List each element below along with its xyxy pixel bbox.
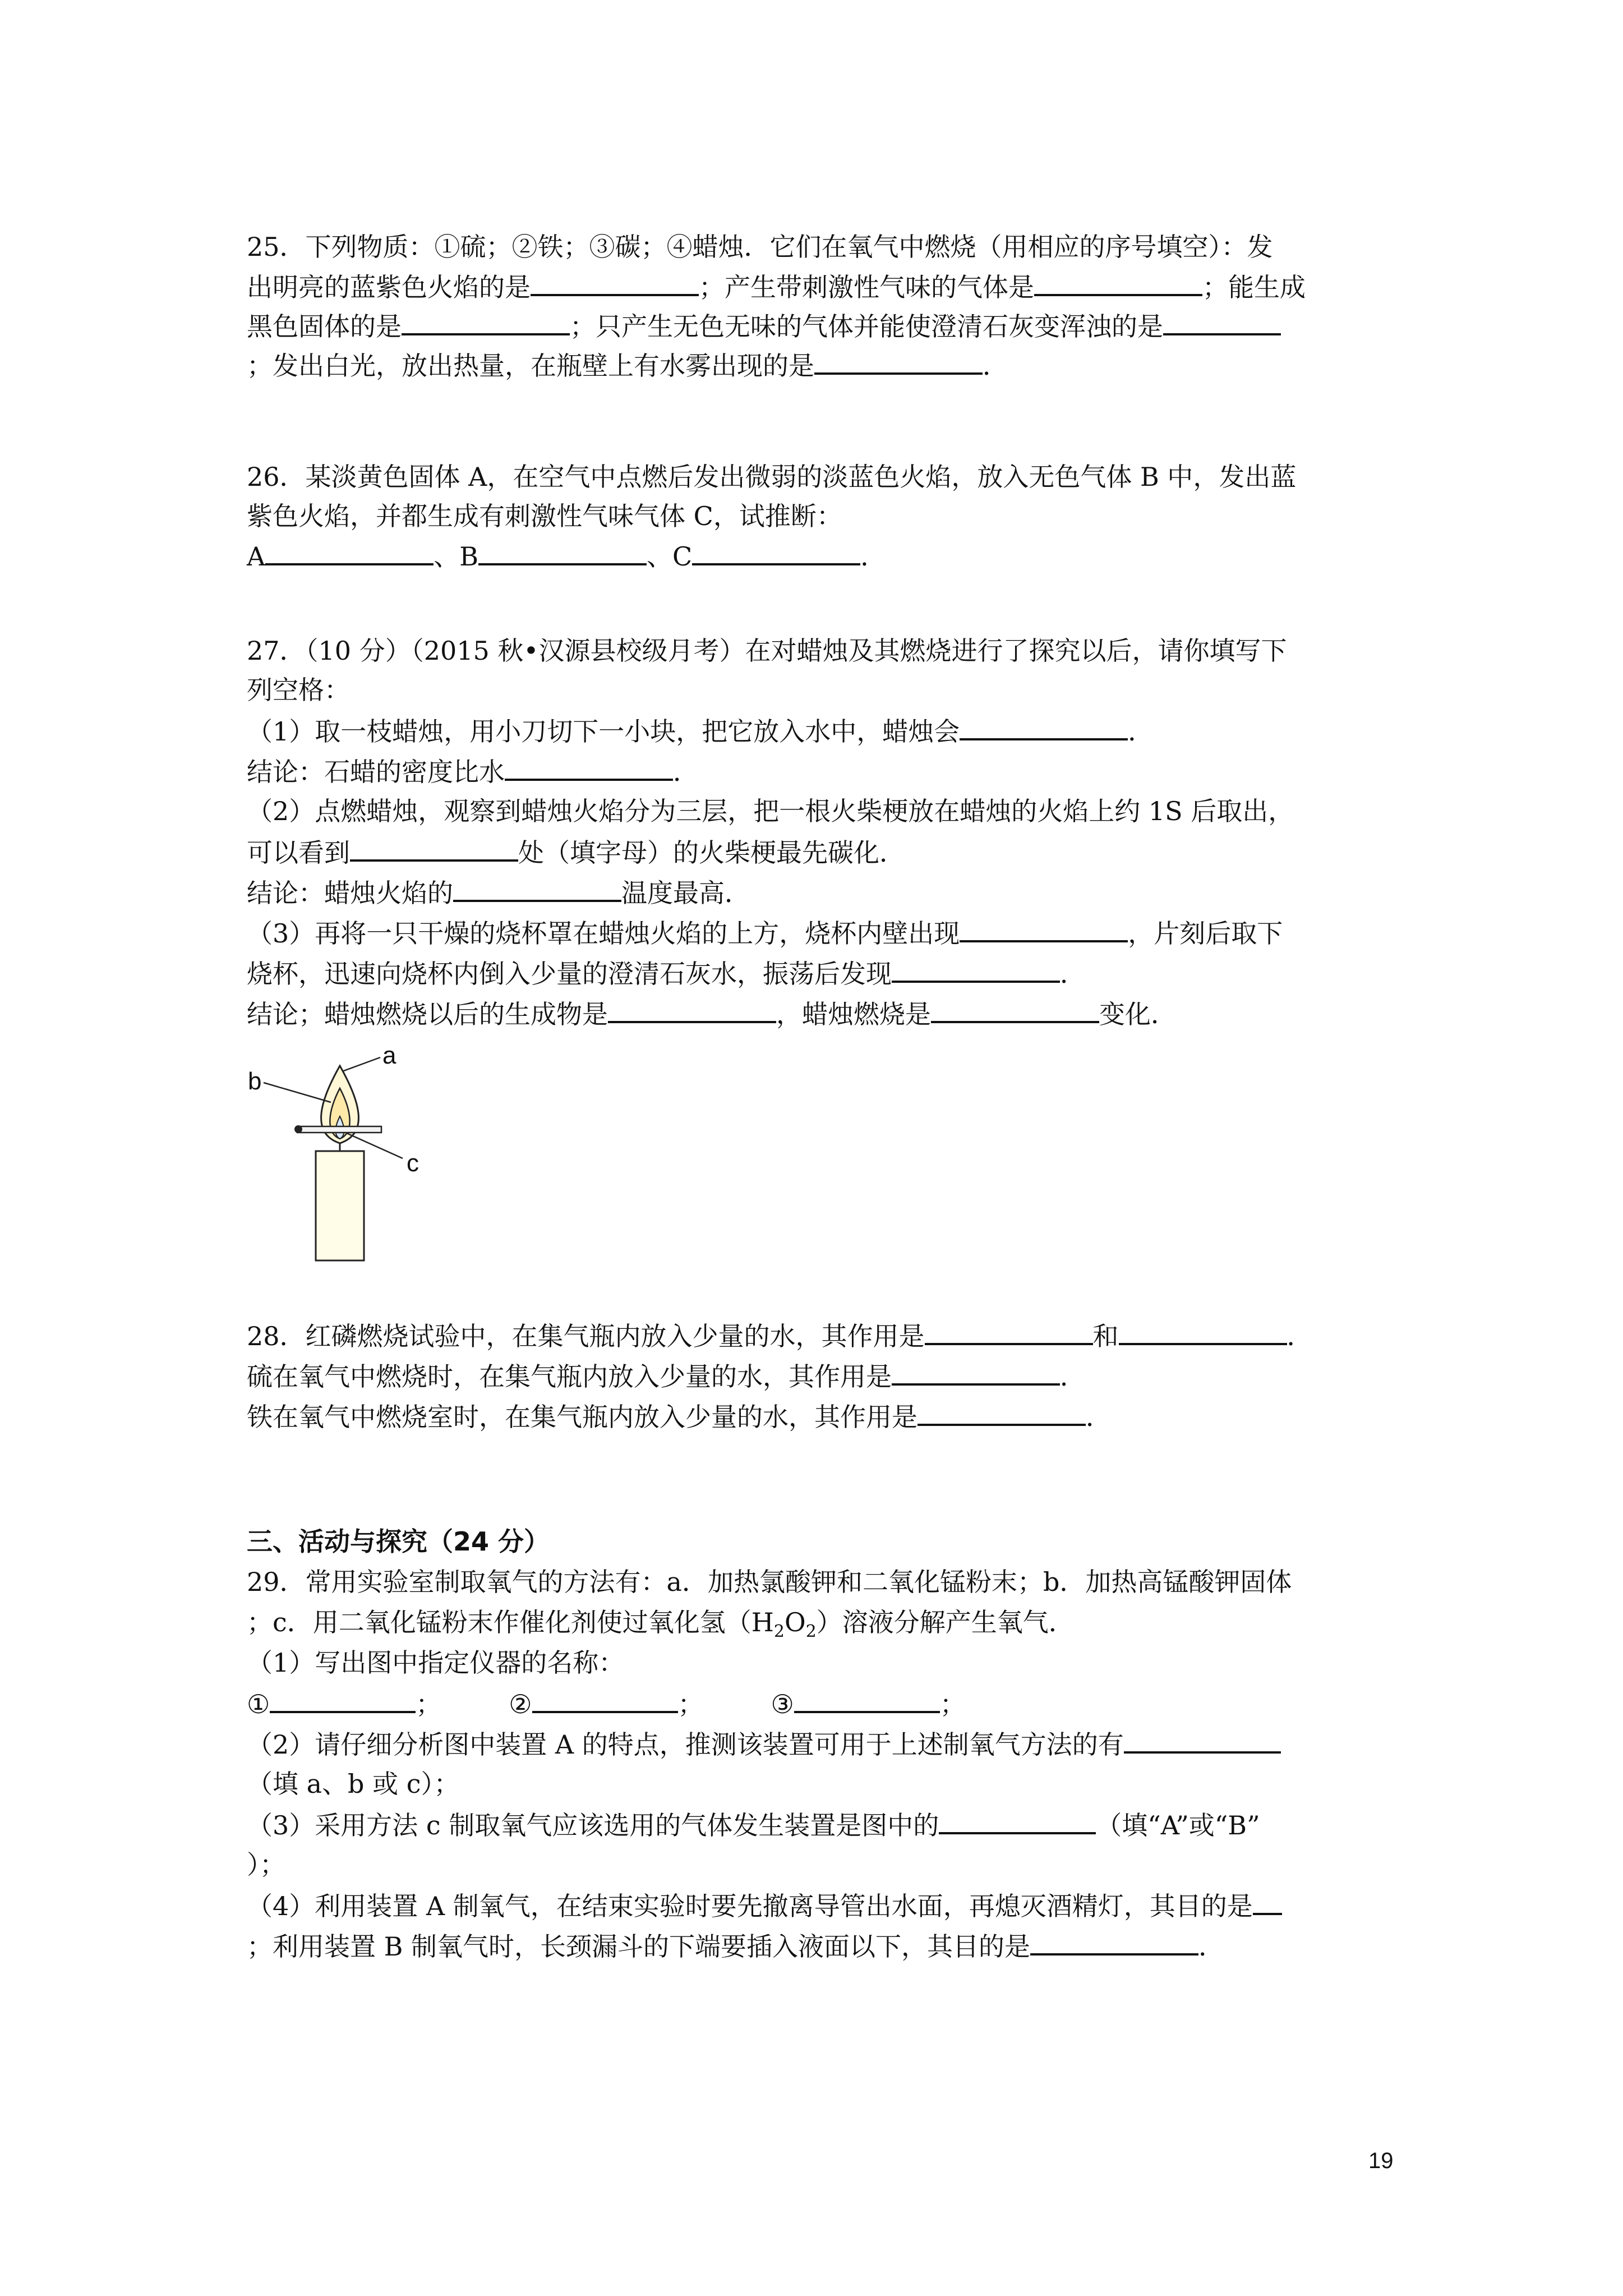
q29-line-2 — [247, 1605, 1075, 1649]
answer-blank[interactable] — [265, 539, 434, 565]
q28-text: 硫在氧气中燃烧时，在集气瓶内放入少量的水，其作用是 — [247, 1361, 892, 1392]
q27-line-3 — [247, 714, 1154, 748]
q27-text: 烧杯，迅速向烧杯内倒入少量的澄清石灰水，振荡后发现 — [247, 959, 892, 989]
answer-blank[interactable] — [402, 309, 570, 335]
q25-text: 出明亮的蓝紫色火焰的是 — [247, 272, 531, 302]
answer-blank[interactable] — [939, 1807, 1096, 1834]
q25-text: ；产生带刺激性气味的气体是 — [699, 272, 1034, 302]
section-heading — [247, 1525, 550, 1558]
q26-line-2 — [247, 499, 842, 533]
q29-line-4 — [247, 1686, 966, 1721]
q29-text: （填“A”或“B” — [1096, 1810, 1260, 1841]
q29-text: 29．常用实验室制取氧气的方法有：a．加热氯酸钾和二氧化锰粉末；b．加热高锰酸钾固体 — [247, 1567, 1292, 1597]
pointer-b — [264, 1083, 331, 1102]
q27-line-4 — [247, 754, 699, 789]
q28-text: 铁在氧气中燃烧室时，在集气瓶内放入少量的水，其作用是 — [247, 1402, 917, 1432]
answer-blank[interactable] — [270, 1686, 416, 1713]
q26-text: 紫色火焰，并都生成有刺激性气味气体 C，试推断： — [247, 501, 842, 531]
q26-text: A — [247, 541, 266, 572]
section-title: 三、活动与探究（24 分） — [247, 1526, 550, 1557]
q25-line-1 — [247, 230, 1273, 264]
q29-line-7 — [247, 1807, 1260, 1842]
q28-text: ． — [1086, 1402, 1112, 1432]
answer-blank[interactable] — [892, 1359, 1060, 1386]
marker-2: ② — [509, 1689, 532, 1719]
answer-blank[interactable] — [608, 996, 776, 1023]
q28-line-2 — [247, 1359, 1086, 1393]
q29-text: ）溶液分解产生氧气． — [816, 1607, 1075, 1637]
q28-line-3 — [247, 1399, 1112, 1434]
match-head — [294, 1125, 302, 1133]
pointer-a — [342, 1057, 380, 1071]
q25-text: 25．下列物质：①硫；②铁；③碳；④蜡烛．它们在氧气中燃烧（用相应的序号填空）：发 — [247, 232, 1273, 262]
q29-text: ； — [677, 1689, 704, 1719]
q26-text: 、C — [647, 541, 693, 572]
q29-text: ． — [1198, 1931, 1225, 1962]
answer-blank[interactable] — [925, 1318, 1093, 1345]
q28-text: ． — [1287, 1321, 1313, 1351]
q29-line-3 — [247, 1646, 624, 1680]
q26-line-3 — [247, 539, 886, 573]
page-number: 19 — [1368, 2148, 1394, 2173]
q27-line-10 — [247, 996, 1177, 1031]
q27-line-5 — [247, 794, 1294, 828]
q27-text: （1）取一枝蜡烛，用小刀切下一小块，把它放入水中，蜡烛会 — [247, 716, 960, 747]
answer-blank[interactable] — [1030, 1929, 1198, 1955]
answer-blank[interactable] — [505, 754, 673, 781]
label-a: a — [382, 1049, 396, 1069]
q28-line-1 — [247, 1318, 1313, 1353]
answer-blank[interactable] — [1034, 269, 1202, 296]
q29-text: ）； — [247, 1849, 285, 1880]
q27-text: ，片刻后取下 — [1128, 918, 1283, 949]
q25-text: 黑色固体的是 — [247, 311, 402, 342]
q27-line-1 — [247, 634, 1287, 668]
q27-line-6 — [247, 835, 905, 869]
q29-text: （填 a、b 或 c）； — [247, 1769, 460, 1799]
q25-text: ． — [983, 351, 1008, 381]
answer-blank[interactable] — [794, 1686, 940, 1713]
marker-1: ① — [247, 1689, 270, 1719]
q27-text: 结论；蜡烛燃烧以后的生成物是 — [247, 999, 608, 1029]
q29-line-6 — [247, 1767, 460, 1801]
q29-line-9 — [247, 1888, 1282, 1923]
answer-blank[interactable] — [960, 714, 1128, 740]
q29-text: （2）请仔细分析图中装置 A 的特点，推测该装置可用于上述制氧气方法的有 — [247, 1729, 1124, 1760]
q27-text: 结论：石蜡的密度比水 — [247, 757, 505, 787]
q27-text: 变化． — [1099, 999, 1177, 1029]
answer-blank[interactable] — [1119, 1318, 1287, 1345]
answer-blank[interactable] — [1163, 309, 1281, 335]
q29-text: （1）写出图中指定仪器的名称： — [247, 1648, 625, 1678]
q29-line-5 — [247, 1727, 1281, 1761]
q27-text: ． — [673, 757, 699, 787]
answer-blank[interactable] — [931, 996, 1099, 1023]
q29-text: ； — [416, 1689, 442, 1719]
q26-text: 26．某淡黄色固体 A，在空气中点燃后发出微弱的淡蓝色火焰，放入无色气体 B 中，发出蓝 — [247, 462, 1297, 492]
matchstick — [297, 1126, 381, 1133]
answer-blank[interactable] — [1253, 1888, 1282, 1915]
q27-text: 27．（10 分）（2015 秋•汉源县校级月考）在对蜡烛及其燃烧进行了探究以后，请你填写下 — [247, 636, 1287, 666]
label-c: c — [407, 1149, 419, 1177]
q27-line-8 — [247, 915, 1283, 950]
q27-text: 温度最高． — [621, 878, 750, 908]
answer-blank[interactable] — [453, 875, 621, 902]
label-b: b — [248, 1068, 262, 1095]
q28-text: 28．红磷燃烧试验中，在集气瓶内放入少量的水，其作用是 — [247, 1321, 925, 1351]
answer-blank[interactable] — [531, 269, 699, 296]
q27-text: ，蜡烛燃烧是 — [776, 999, 931, 1029]
q27-text: 结论：蜡烛火焰的 — [247, 878, 453, 908]
q27-text: 列空格： — [247, 675, 350, 705]
q29-line-1 — [247, 1565, 1292, 1599]
answer-blank[interactable] — [478, 539, 647, 565]
q29-text: （4）利用装置 A 制氧气，在结束实验时要先撤离导管出水面，再熄灭酒精灯，其目的是 — [247, 1891, 1253, 1921]
q27-line-2 — [247, 673, 350, 707]
answer-blank[interactable] — [1124, 1727, 1281, 1754]
q27-line-9 — [247, 956, 1086, 991]
answer-blank[interactable] — [960, 915, 1128, 942]
q27-text: ． — [1060, 959, 1086, 989]
q25-text: ；发出白光，放出热量，在瓶壁上有水雾出现的是 — [247, 351, 814, 381]
answer-blank[interactable] — [532, 1686, 678, 1713]
subscript: 2 — [805, 1622, 817, 1642]
q29-text: ； — [939, 1689, 966, 1719]
answer-blank[interactable] — [692, 539, 860, 565]
q27-text: 处（填字母）的火柴梗最先碳化． — [518, 838, 905, 868]
answer-blank[interactable] — [350, 835, 518, 862]
candle-body — [316, 1151, 364, 1260]
q25-text: ；能生成 — [1202, 272, 1306, 302]
q27-line-7 — [247, 875, 750, 910]
subscript: 2 — [773, 1622, 785, 1642]
candle-flame-figure — [247, 1049, 449, 1273]
answer-blank[interactable] — [892, 956, 1060, 983]
answer-blank[interactable] — [917, 1399, 1086, 1426]
q25-line-4 — [247, 348, 1008, 383]
q25-text: ；只产生无色无味的气体并能使澄清石灰变浑浊的是 — [570, 311, 1163, 342]
q27-text: （3）再将一只干燥的烧杯罩在蜡烛火焰的上方，烧杯内壁出现 — [247, 918, 960, 949]
q26-text: 、B — [434, 541, 479, 572]
q28-text: 和 — [1092, 1321, 1119, 1351]
answer-blank[interactable] — [814, 348, 983, 375]
q29-line-10 — [247, 1929, 1224, 1963]
marker-3: ③ — [771, 1689, 794, 1719]
q28-text: ． — [1060, 1361, 1086, 1392]
q29-text: ；利用装置 B 制氧气时，长颈漏斗的下端要插入液面以下，其目的是 — [247, 1931, 1031, 1962]
q25-line-2 — [247, 269, 1306, 304]
q29-line-8 — [247, 1848, 285, 1881]
q27-text: ． — [1128, 716, 1154, 747]
q26-text: ． — [860, 541, 887, 572]
q29-text: O — [784, 1607, 806, 1637]
q27-text: （2）点燃蜡烛，观察到蜡烛火焰分为三层，把一根火柴梗放在蜡烛的火焰上约 1S 后取出， — [247, 796, 1294, 826]
q29-text: （3）采用方法 c 制取氧气应该选用的气体发生装置是图中的 — [247, 1810, 939, 1841]
q27-text: 可以看到 — [247, 838, 350, 868]
q25-line-3 — [247, 309, 1281, 343]
q29-text: ；c．用二氧化锰粉末作催化剂使过氧化氢（H — [247, 1607, 774, 1637]
q26-line-1 — [247, 460, 1296, 494]
